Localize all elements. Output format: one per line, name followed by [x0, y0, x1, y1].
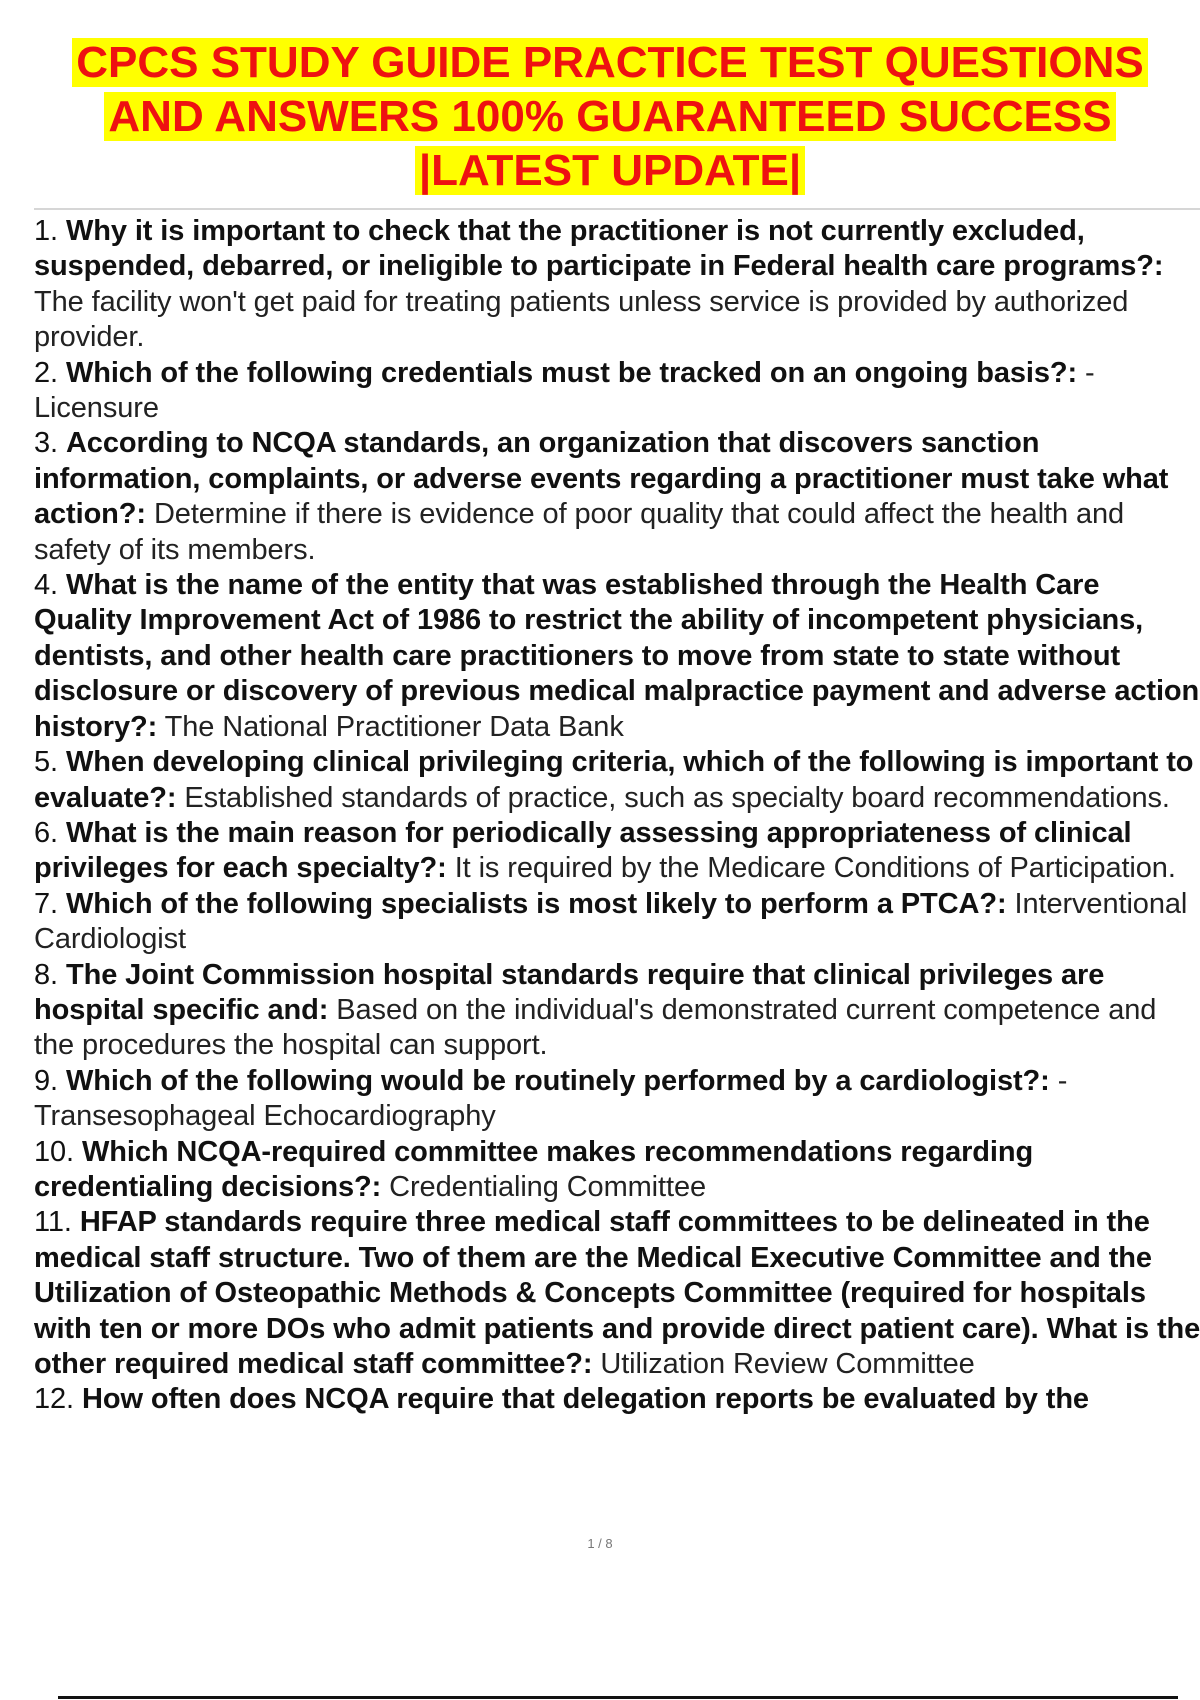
- answer-text: Based on the individual's demonstrated current competence and the procedures the hospital can support.: [34, 993, 1157, 1062]
- question-number: 2.: [34, 356, 58, 389]
- question-number: 1.: [34, 215, 58, 247]
- question-item-8: [34, 958, 1200, 1064]
- title-line-3: |LATEST UPDATE|: [415, 146, 805, 195]
- question-text: What is the name of the entity that was established through the Health Care Quality Improvement Act of 1986 to restrict the ability of incompetent physicians, dentists, and other health care practitioners to move from state to state without disclosure or discovery of previous medical malpractice payment and adverse action history?:: [34, 569, 1200, 743]
- question-item-1: [34, 214, 1200, 356]
- question-number: 9.: [34, 1064, 58, 1097]
- question-item-5: [34, 745, 1200, 816]
- question-number: 11.: [34, 1206, 72, 1239]
- title-divider: [34, 208, 1200, 210]
- answer-text: Interventional Cardiologist: [34, 887, 1188, 956]
- answer-text: The National Practitioner Data Bank: [164, 710, 624, 743]
- document-title: [20, 36, 1200, 198]
- question-item-7: [34, 887, 1200, 958]
- question-item-4: [34, 568, 1200, 745]
- answer-text: It is required by the Medicare Conditions of Participation.: [454, 852, 1176, 885]
- question-number: 10.: [34, 1135, 75, 1168]
- question-text: When developing clinical privileging criteria, which of the following is important to evaluate?:: [34, 746, 1194, 814]
- answer-text: Utilization Review Committee: [600, 1348, 975, 1380]
- question-item-12: [34, 1382, 1200, 1417]
- question-text: What is the main reason for periodically assessing appropriateness of clinical privileges for each specialty?:: [34, 816, 1132, 885]
- question-text: How often does NCQA require that delegation reports be evaluated by the: [81, 1383, 1089, 1416]
- question-text: Which of the following specialists is most likely to perform a PTCA?:: [65, 887, 1007, 920]
- title-line-2: AND ANSWERS 100% GUARANTEED SUCCESS: [104, 92, 1115, 141]
- question-number: 7.: [34, 887, 58, 920]
- question-text: Which of the following would be routinely performed by a cardiologist?:: [65, 1064, 1050, 1097]
- answer-text: Determine if there is evidence of poor quality that could affect the health and safety of its members.: [34, 498, 1125, 566]
- answer-text: The facility won't get paid for treating patients unless service is provided by authorized provider.: [34, 285, 1129, 354]
- question-text: According to NCQA standards, an organization that discovers sanction information, complaints, or adverse events regarding a practitioner must take what action?:: [34, 427, 1169, 531]
- answer-text: -Licensure: [34, 356, 1095, 425]
- question-number: 6.: [34, 816, 58, 849]
- question-number: 12.: [34, 1383, 75, 1416]
- question-number: 3.: [34, 427, 58, 460]
- question-text: Which of the following credentials must be tracked on an ongoing basis?:: [65, 356, 1078, 389]
- question-text: HFAP standards require three medical staff committees to be delineated in the medical staff structure. Two of them are the Medical Executive Committee and the Utilization of Osteopathic Methods & Concepts Committee (required for hospitals with ten or more DOs who admit patients and provide direct patient care). What is the other required medical staff committee?:: [34, 1206, 1200, 1380]
- question-text: Which NCQA-required committee makes recommendations regarding credentialing decisions?:: [34, 1135, 1034, 1203]
- question-item-10: [34, 1135, 1200, 1206]
- answer-text: -Transesophageal Echocardiography: [34, 1064, 1068, 1133]
- question-text: Why it is important to check that the practitioner is not currently excluded, suspended, debarred, or ineligible to participate in Federal health care programs?:: [34, 215, 1164, 283]
- question-number: 4.: [34, 569, 58, 602]
- question-text: The Joint Commission hospital standards require that clinical privileges are hospital specific and:: [34, 958, 1105, 1026]
- question-list: [34, 214, 1200, 1418]
- question-item-2: [34, 356, 1200, 427]
- question-item-9: [34, 1064, 1200, 1135]
- answer-text: Credentialing Committee: [389, 1170, 706, 1203]
- page-number: 1 / 8: [587, 1536, 613, 1551]
- title-line-1: CPCS STUDY GUIDE PRACTICE TEST QUESTIONS: [72, 38, 1148, 87]
- question-number: 8.: [34, 958, 58, 991]
- question-item-6: [34, 816, 1200, 887]
- question-item-3: [34, 426, 1200, 568]
- answer-text: Established standards of practice, such as specialty board recommendations.: [184, 781, 1170, 814]
- question-number: 5.: [34, 746, 58, 779]
- question-item-11: [34, 1205, 1200, 1382]
- bottom-divider: [58, 1696, 1178, 1699]
